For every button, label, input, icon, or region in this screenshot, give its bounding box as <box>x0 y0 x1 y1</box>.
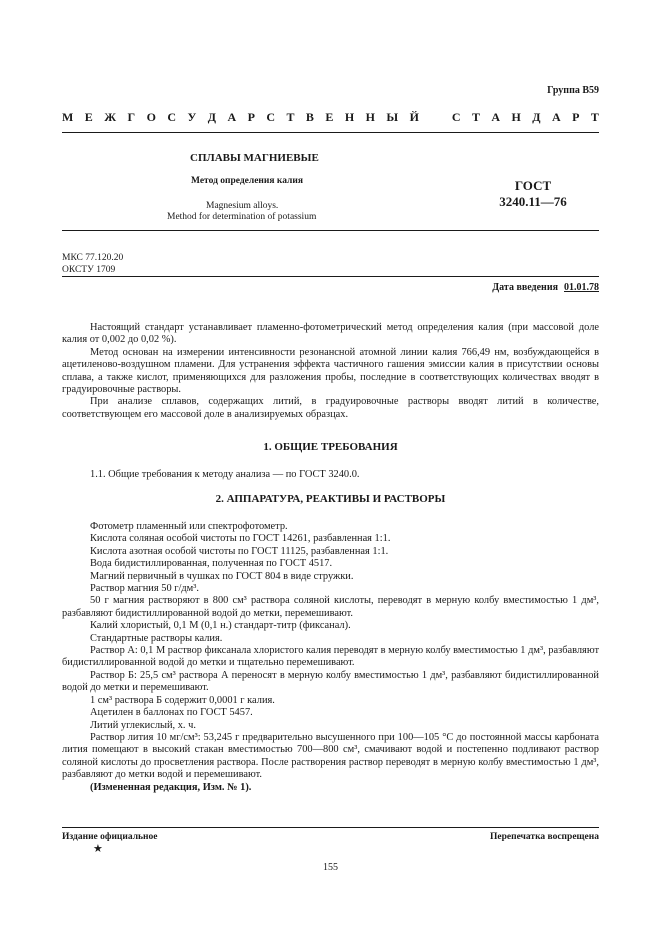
title-rule <box>62 230 599 231</box>
list-item: Магний первичный в чушках по ГОСТ 804 в виде стружки. <box>90 570 354 582</box>
list-item: Раствор магния 50 г/дм³. <box>90 583 199 595</box>
banner-letter: Е <box>84 110 93 124</box>
official-edition-note: Издание официальное <box>62 832 158 842</box>
star-icon: ★ <box>93 843 103 855</box>
intro-date <box>492 282 599 293</box>
doc-title: СПЛАВЫ МАГНИЕВЫЕ <box>190 152 319 164</box>
banner-letter: Н <box>365 110 375 124</box>
list-item: Стандартные растворы калия. <box>90 632 223 644</box>
list-item: Калий хлористый, 0,1 М (0,1 н.) стандарт-титр (фиксанал). <box>90 620 351 632</box>
banner-letter: Е <box>325 110 334 124</box>
standard-banner <box>62 110 599 124</box>
intro-date-value: 01.01.78 <box>564 282 599 293</box>
english-title-line1: Magnesium alloys. <box>206 201 279 211</box>
clause-1-1: 1.1. Общие требования к методу анализа — по ГОСТ 3240.0. <box>90 469 360 480</box>
banner-letter: Й <box>409 110 419 124</box>
list-item: Раствор А: 0,1 М раствор фиксанала хлористого калия переводят в мерную колбу вместимостью 1 дм³, разбавляют бидистиллированной водой до метки и тщательно перемешивают. <box>62 645 599 669</box>
banner-letter: Т <box>286 110 295 124</box>
list-item: Вода бидистиллированная, полученная по ГОСТ 4517. <box>90 558 333 570</box>
banner-letter: Р <box>572 110 580 124</box>
banner-letter: С <box>167 110 177 124</box>
list-item: Кислота азотная особой чистоты по ГОСТ 11125, разбавленная 1:1. <box>90 545 389 557</box>
list-item: Кислота соляная особой чистоты по ГОСТ 14261, разбавленная 1:1. <box>90 533 391 545</box>
section-1-heading: 1. ОБЩИЕ ТРЕБОВАНИЯ <box>263 441 398 453</box>
list-item: 50 г магния растворяют в 800 см³ раствора соляной кислоты, переводят в мерную колбу вместимостью 1 дм³, разбавляют бидистиллированной водой до метки, перемешивают. <box>62 595 599 619</box>
banner-letter: Т <box>590 110 599 124</box>
intro-paragraph: При анализе сплавов, содержащих литий, в градуировочные растворы вводят литий в количестве, соответствующем его массовой доле в анализируемых образцах. <box>62 396 599 420</box>
banner-letter: Д <box>207 110 217 124</box>
mks-code: МКС 77.120.20 <box>62 253 124 263</box>
intro-paragraph: Настоящий стандарт устанавливает пламенно-фотометрический метод определения калия (при массовой доле калия от 0,002 до 0,02 %). <box>62 322 599 346</box>
gost-number: 3240.11—76 <box>499 194 567 209</box>
doc-subtitle: Метод определения калия <box>191 176 303 186</box>
amendment-note: (Измененная редакция, Изм. № 1). <box>90 781 252 793</box>
banner-letter: А <box>491 110 501 124</box>
banner-letter: А <box>227 110 237 124</box>
list-item: Раствор Б: 25,5 см³ раствора А переносят в мерную колбу вместимостью 1 дм³, разбавляют бидистиллированной водой до метки и перемешивают. <box>62 669 599 694</box>
banner-letter: Н <box>344 110 355 124</box>
intro-text <box>62 322 599 421</box>
list-item: 1 см³ раствора Б содержит 0,0001 г калия. <box>90 694 275 706</box>
header-rule <box>62 132 599 133</box>
banner-letter: У <box>187 110 197 124</box>
group-code: Группа В59 <box>547 85 599 96</box>
banner-letter: Т <box>471 110 480 124</box>
gost-designation <box>478 178 588 210</box>
section-2-text <box>62 521 599 794</box>
okstu-code: ОКСТУ 1709 <box>62 265 116 275</box>
footer-rule <box>62 827 599 828</box>
banner-letter: В <box>305 110 314 124</box>
list-item: Раствор лития 10 мг/см³: 53,245 г предварительно высушенного при 100—105 °С до постоянной массы карбоната лития помещают в высокий стакан вместимостью 700—800 см³, смачивают водой и постепенно подливают раствор соляной кислоты до просветления раствора. После растворения раствор переводят в мерную колбу вместимостью 1 дм³, разбавляют до метки водой и перемешивают. <box>62 731 599 781</box>
section-2-heading: 2. АППАРАТУРА, РЕАКТИВЫ И РАСТВОРЫ <box>215 493 446 505</box>
list-item: Литий углекислый, х. ч. <box>90 719 196 731</box>
codes-rule <box>62 276 599 277</box>
banner-letter: Н <box>511 110 521 124</box>
gost-label: ГОСТ <box>514 178 552 193</box>
reprint-prohibited-note: Перепечатка воспрещена <box>489 832 599 842</box>
banner-letter: С <box>451 110 461 124</box>
list-item: Фотометр пламенный или спектрофотометр. <box>90 521 288 532</box>
list-item: Ацетилен в баллонах по ГОСТ 5457. <box>90 707 253 719</box>
banner-letter: Д <box>532 110 541 124</box>
banner-gap <box>430 110 440 124</box>
banner-letter: Ж <box>104 110 117 124</box>
section-1-text <box>62 469 599 481</box>
intro-date-label: Дата введения <box>492 282 558 293</box>
banner-letter: М <box>62 110 74 124</box>
classification-codes <box>62 252 123 276</box>
banner-letter: Г <box>127 110 136 124</box>
page-number: 155 <box>323 862 338 873</box>
english-title-line2: Method for determination of potassium <box>167 212 317 222</box>
banner-letter: Р <box>247 110 255 124</box>
banner-letter: С <box>266 110 276 124</box>
banner-letter: О <box>146 110 156 124</box>
banner-letter: А <box>551 110 561 124</box>
intro-paragraph: Метод основан на измерении интенсивности резонансной атомной линии калия 766,49 нм, возбуждающейся в ацетиленово-воздушном пламени. Для устранения эффекта частичного гашения эмиссии калия в присутствии основы сплава, а также кислот, применяющихся для разложения пробы, последние в соответствующих количествах вводят в градуировочные растворы. <box>62 346 599 396</box>
banner-letter: Ы <box>386 110 399 124</box>
